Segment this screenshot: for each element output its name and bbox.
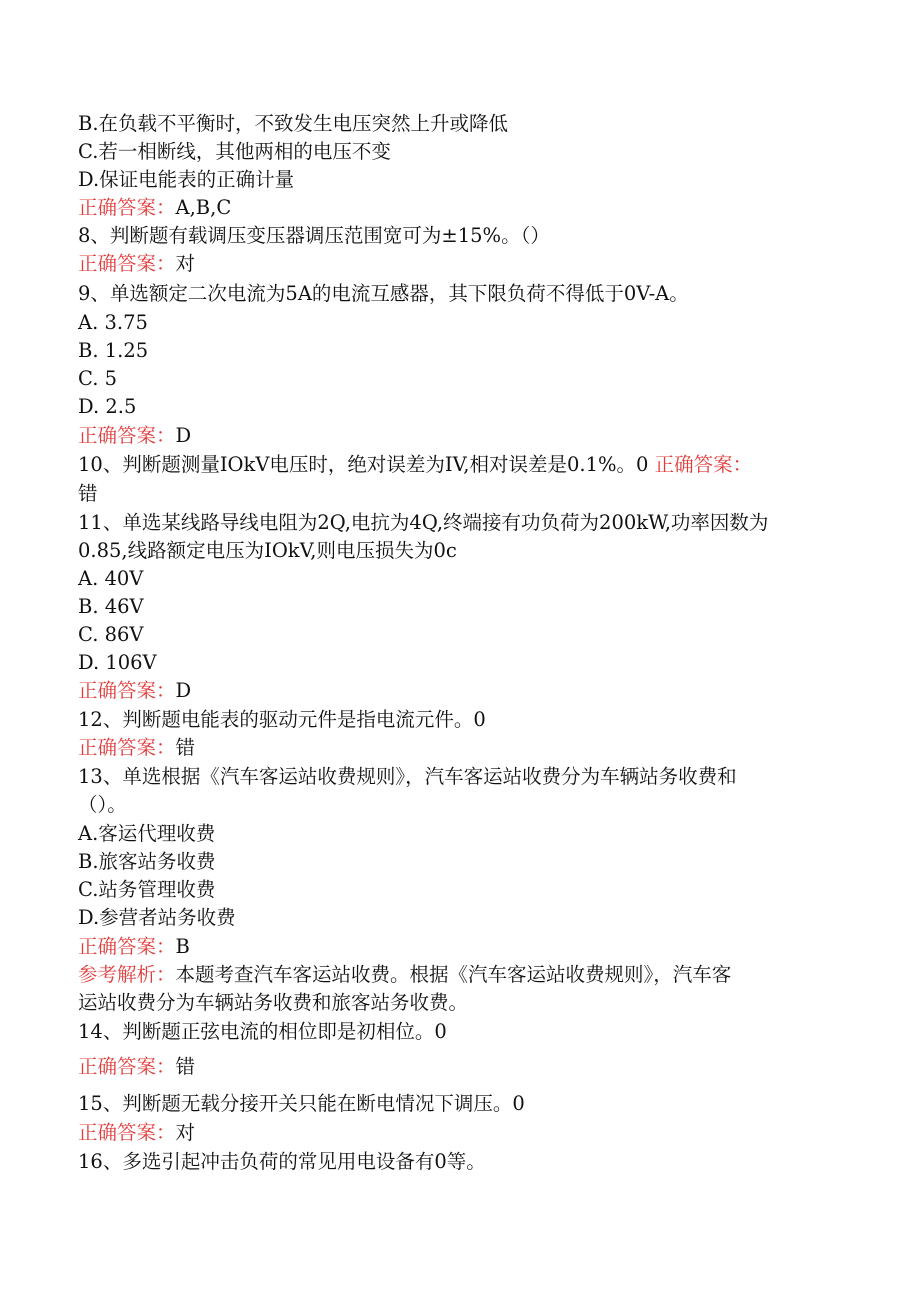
answer-value: 对 bbox=[175, 1121, 196, 1144]
answer-value: D bbox=[175, 424, 192, 447]
answer-label: 正确答案： bbox=[654, 453, 753, 476]
question-13-cont: （）。 bbox=[78, 793, 127, 816]
question-11: 11、单选某线路导线电阻为2Q,电抗为4Q,终端接有功负荷为200kW,功率因数为 bbox=[78, 511, 769, 534]
answer-q9 bbox=[78, 422, 191, 450]
question-10-text: 10、判断题测量IOkV电压时，绝对误差为IV,相对误差是0.1%。0 bbox=[78, 453, 655, 476]
analysis-label: 参考解析： bbox=[78, 963, 176, 986]
answer-label: 正确答案： bbox=[78, 935, 176, 958]
option-b-q9: B. 1.25 bbox=[78, 339, 149, 362]
answer-value: 错 bbox=[175, 736, 196, 759]
question-15: 15、判断题无载分接开关只能在断电情况下调压。0 bbox=[78, 1092, 525, 1115]
question-14: 14、判断题正弦电流的相位即是初相位。0 bbox=[78, 1020, 447, 1043]
answer-label: 正确答案： bbox=[78, 1055, 176, 1078]
answer-value: D bbox=[175, 679, 192, 702]
answer-label: 正确答案： bbox=[78, 1121, 176, 1144]
answer-q13 bbox=[78, 933, 190, 961]
answer-q12 bbox=[78, 734, 195, 762]
answer-q11 bbox=[78, 677, 191, 705]
question-8: 8、判断题有载调压变压器调压范围宽可为±15%。（） bbox=[78, 224, 550, 247]
answer-value: B bbox=[175, 935, 190, 958]
option-a-q9: A. 3.75 bbox=[78, 311, 148, 334]
question-10 bbox=[78, 451, 752, 479]
analysis-q13-cont: 运站收费分为车辆站务收费和旅客站务收费。 bbox=[78, 991, 469, 1014]
option-c-q9: C. 5 bbox=[78, 367, 118, 390]
question-12: 12、判断题电能表的驱动元件是指电流元件。0 bbox=[78, 708, 486, 731]
option-a-q11: A. 40V bbox=[78, 567, 144, 590]
answer-q15 bbox=[78, 1119, 195, 1147]
option-a-q13: A.客运代理收费 bbox=[78, 822, 216, 845]
question-13: 13、单选根据《汽车客运站收费规则》，汽车客运站收费分为车辆站务收费和 bbox=[78, 765, 737, 788]
option-b-q7: B.在负载不平衡时，不致发生电压突然上升或降低 bbox=[78, 112, 509, 135]
question-16: 16、多选引起冲击负荷的常见用电设备有0等。 bbox=[78, 1150, 486, 1173]
option-b-q11: B. 46V bbox=[78, 595, 144, 618]
answer-q8 bbox=[78, 250, 195, 278]
answer-label: 正确答案： bbox=[78, 424, 176, 447]
option-c-q13: C.站务管理收费 bbox=[78, 878, 216, 901]
option-c-q7: C.若一相断线，其他两相的电压不变 bbox=[78, 140, 391, 163]
answer-label: 正确答案： bbox=[78, 252, 176, 275]
answer-q7 bbox=[78, 194, 231, 222]
option-d-q13: D.参营者站务收费 bbox=[78, 906, 236, 929]
option-c-q11: C. 86V bbox=[78, 623, 144, 646]
answer-label: 正确答案： bbox=[78, 736, 176, 759]
analysis-text: 本题考查汽车客运站收费。根据《汽车客运站收费规则》，汽车客 bbox=[175, 963, 732, 986]
question-11-cont: 0.85,线路额定电压为IOkV,则电压损失为0c bbox=[78, 539, 457, 562]
analysis-q13 bbox=[78, 961, 731, 989]
option-d-q11: D. 106V bbox=[78, 651, 157, 674]
answer-q14 bbox=[78, 1053, 195, 1081]
option-b-q13: B.旅客站务收费 bbox=[78, 850, 216, 873]
answer-label: 正确答案： bbox=[78, 196, 176, 219]
option-d-q9: D. 2.5 bbox=[78, 395, 137, 418]
option-d-q7: D.保证电能表的正确计量 bbox=[78, 168, 295, 191]
question-9: 9、单选额定二次电流为5A的电流互感器，其下限负荷不得低于0V-A。 bbox=[78, 282, 689, 305]
answer-value: 错 bbox=[175, 1055, 196, 1078]
answer-label: 正确答案： bbox=[78, 679, 176, 702]
answer-value: 对 bbox=[175, 252, 196, 275]
answer-value: A,B,C bbox=[175, 196, 232, 219]
answer-q10-value: 错 bbox=[78, 482, 98, 505]
